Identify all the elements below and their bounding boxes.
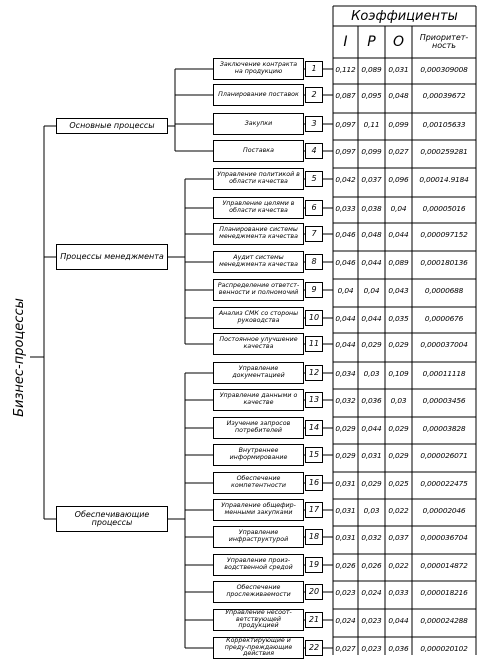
column-header-i: I bbox=[343, 34, 348, 50]
cell-o: 0,089 bbox=[388, 257, 409, 267]
cell-p: 0,095 bbox=[361, 90, 382, 100]
cell-priority: 0,00039672 bbox=[422, 90, 466, 100]
cell-o: 0,04 bbox=[390, 203, 407, 213]
process-box: Управление общефир-менными закупками bbox=[213, 499, 304, 521]
cell-priority: 0,00005016 bbox=[422, 203, 466, 213]
process-box: Заключение контракта на продукцию bbox=[213, 58, 304, 80]
cell-i: 0,042 bbox=[335, 174, 356, 184]
process-box: Планирование системы менеджмента качества bbox=[213, 223, 304, 245]
cell-p: 0,024 bbox=[361, 587, 382, 597]
process-number: 9 bbox=[305, 282, 323, 298]
cell-o: 0,099 bbox=[388, 119, 409, 129]
cell-o: 0,037 bbox=[388, 532, 409, 542]
cell-priority: 0,0000676 bbox=[424, 313, 464, 323]
cell-priority: 0,000037004 bbox=[420, 339, 468, 349]
cell-i: 0,032 bbox=[335, 395, 356, 405]
process-box: Анализ СМК со стороны руководства bbox=[213, 307, 304, 329]
coefficients-title: Коэффициенты bbox=[351, 8, 458, 24]
process-box: Распределение ответст-венности и полномочий bbox=[213, 279, 304, 301]
cell-priority: 0,0000688 bbox=[424, 285, 464, 295]
cell-i: 0,04 bbox=[337, 285, 354, 295]
cell-priority: 0,000024288 bbox=[420, 615, 468, 625]
cell-o: 0,027 bbox=[388, 146, 409, 156]
column-header-o: O bbox=[392, 34, 405, 50]
cell-priority: 0,00011118 bbox=[422, 368, 466, 378]
process-number: 10 bbox=[305, 310, 323, 326]
cell-p: 0,023 bbox=[361, 643, 382, 653]
cell-o: 0,044 bbox=[388, 615, 409, 625]
process-box: Обеспечение компетентности bbox=[213, 472, 304, 494]
cell-o: 0,109 bbox=[388, 368, 409, 378]
cell-i: 0,023 bbox=[335, 587, 356, 597]
process-number: 3 bbox=[305, 116, 323, 132]
cell-i: 0,087 bbox=[335, 90, 356, 100]
process-box: Управление документацией bbox=[213, 362, 304, 384]
cell-p: 0,038 bbox=[361, 203, 382, 213]
cell-priority: 0,000180136 bbox=[420, 257, 468, 267]
cell-p: 0,023 bbox=[361, 615, 382, 625]
cell-i: 0,024 bbox=[335, 615, 356, 625]
cell-priority: 0,00003828 bbox=[422, 423, 466, 433]
process-box: Изучение запросов потребителей bbox=[213, 417, 304, 439]
cell-p: 0,037 bbox=[361, 174, 382, 184]
cell-o: 0,036 bbox=[388, 643, 409, 653]
process-number: 11 bbox=[305, 336, 323, 352]
cell-p: 0,032 bbox=[361, 532, 382, 542]
cell-o: 0,022 bbox=[388, 505, 409, 515]
cell-p: 0,089 bbox=[361, 64, 382, 74]
cell-priority: 0,000036704 bbox=[420, 532, 468, 542]
cell-o: 0,025 bbox=[388, 478, 409, 488]
cell-i: 0,029 bbox=[335, 450, 356, 460]
cell-p: 0,044 bbox=[361, 257, 382, 267]
process-box: Корректирующие и преду-преждающие действия bbox=[213, 637, 304, 659]
column-header-priority: Приоритет-ность bbox=[419, 32, 469, 50]
process-box: Управление политикой в области качества bbox=[213, 168, 304, 190]
cell-priority: 0,000309008 bbox=[420, 64, 468, 74]
root-label-text: Бизнес-процессы bbox=[11, 297, 27, 417]
cell-o: 0,022 bbox=[388, 560, 409, 570]
process-number: 20 bbox=[305, 584, 323, 600]
cell-p: 0,03 bbox=[363, 505, 380, 515]
cell-i: 0,046 bbox=[335, 229, 356, 239]
cell-priority: 0,000020102 bbox=[420, 643, 468, 653]
cell-o: 0,029 bbox=[388, 423, 409, 433]
process-box: Обеспечение прослеживаемости bbox=[213, 581, 304, 603]
process-number: 19 bbox=[305, 557, 323, 573]
process-box: Постоянное улучшение качества bbox=[213, 333, 304, 355]
cell-i: 0,097 bbox=[335, 146, 356, 156]
cell-i: 0,031 bbox=[335, 478, 356, 488]
cell-p: 0,099 bbox=[361, 146, 382, 156]
process-box: Планирование поставок bbox=[213, 84, 304, 106]
process-number: 18 bbox=[305, 529, 323, 545]
cell-priority: 0,00002046 bbox=[422, 505, 466, 515]
category-box: Обеспечивающие процессы bbox=[56, 506, 168, 532]
process-box: Аудит системы менеджмента качества bbox=[213, 251, 304, 273]
cell-i: 0,044 bbox=[335, 339, 356, 349]
cell-priority: 0,000026071 bbox=[420, 450, 468, 460]
cell-o: 0,029 bbox=[388, 450, 409, 460]
cell-p: 0,026 bbox=[361, 560, 382, 570]
process-box: Управление целями в области качества bbox=[213, 197, 304, 219]
cell-p: 0,048 bbox=[361, 229, 382, 239]
process-box: Закупки bbox=[213, 113, 304, 135]
process-box: Внутреннее информирование bbox=[213, 444, 304, 466]
process-box: Управление произ-водственной средой bbox=[213, 554, 304, 576]
cell-priority: 0,000014872 bbox=[420, 560, 468, 570]
cell-p: 0,03 bbox=[363, 368, 380, 378]
process-number: 15 bbox=[305, 447, 323, 463]
process-number: 1 bbox=[305, 61, 323, 77]
process-box: Поставка bbox=[213, 140, 304, 162]
cell-p: 0,029 bbox=[361, 478, 382, 488]
cell-p: 0,04 bbox=[363, 285, 380, 295]
cell-i: 0,112 bbox=[335, 64, 356, 74]
cell-priority: 0,00014.9184 bbox=[419, 174, 469, 184]
cell-p: 0,036 bbox=[361, 395, 382, 405]
process-box: Управление инфраструктурой bbox=[213, 526, 304, 548]
root-label bbox=[1, 258, 37, 456]
cell-i: 0,026 bbox=[335, 560, 356, 570]
cell-o: 0,044 bbox=[388, 229, 409, 239]
cell-i: 0,031 bbox=[335, 532, 356, 542]
cell-i: 0,027 bbox=[335, 643, 356, 653]
process-number: 12 bbox=[305, 365, 323, 381]
cell-o: 0,096 bbox=[388, 174, 409, 184]
process-number: 8 bbox=[305, 254, 323, 270]
cell-p: 0,11 bbox=[363, 119, 380, 129]
process-box: Управление данными о качестве bbox=[213, 389, 304, 411]
cell-priority: 0,000097152 bbox=[420, 229, 468, 239]
cell-i: 0,033 bbox=[335, 203, 356, 213]
cell-o: 0,029 bbox=[388, 339, 409, 349]
process-number: 4 bbox=[305, 143, 323, 159]
cell-i: 0,044 bbox=[335, 313, 356, 323]
process-number: 21 bbox=[305, 612, 323, 628]
cell-i: 0,031 bbox=[335, 505, 356, 515]
process-number: 6 bbox=[305, 200, 323, 216]
cell-o: 0,03 bbox=[390, 395, 407, 405]
cell-p: 0,044 bbox=[361, 313, 382, 323]
cell-i: 0,097 bbox=[335, 119, 356, 129]
cell-priority: 0,000259281 bbox=[420, 146, 468, 156]
cell-o: 0,031 bbox=[388, 64, 409, 74]
process-number: 2 bbox=[305, 87, 323, 103]
process-number: 17 bbox=[305, 502, 323, 518]
cell-o: 0,033 bbox=[388, 587, 409, 597]
cell-priority: 0,00105633 bbox=[422, 119, 466, 129]
category-box: Процессы менеджмента bbox=[56, 244, 168, 270]
process-box: Управление несоот-ветствующей продукцией bbox=[213, 609, 304, 631]
process-number: 16 bbox=[305, 475, 323, 491]
cell-p: 0,029 bbox=[361, 339, 382, 349]
cell-i: 0,029 bbox=[335, 423, 356, 433]
column-header-p: P bbox=[367, 34, 376, 50]
cell-o: 0,035 bbox=[388, 313, 409, 323]
process-number: 14 bbox=[305, 420, 323, 436]
cell-priority: 0,000018216 bbox=[420, 587, 468, 597]
cell-o: 0,048 bbox=[388, 90, 409, 100]
cell-i: 0,046 bbox=[335, 257, 356, 267]
process-number: 7 bbox=[305, 226, 323, 242]
category-box: Основные процессы bbox=[56, 118, 168, 134]
cell-i: 0,034 bbox=[335, 368, 356, 378]
cell-p: 0,031 bbox=[361, 450, 382, 460]
process-number: 5 bbox=[305, 171, 323, 187]
process-number: 13 bbox=[305, 392, 323, 408]
process-number: 22 bbox=[305, 640, 323, 656]
cell-o: 0,043 bbox=[388, 285, 409, 295]
cell-priority: 0,000022475 bbox=[420, 478, 468, 488]
cell-priority: 0,00003456 bbox=[422, 395, 466, 405]
cell-p: 0,044 bbox=[361, 423, 382, 433]
